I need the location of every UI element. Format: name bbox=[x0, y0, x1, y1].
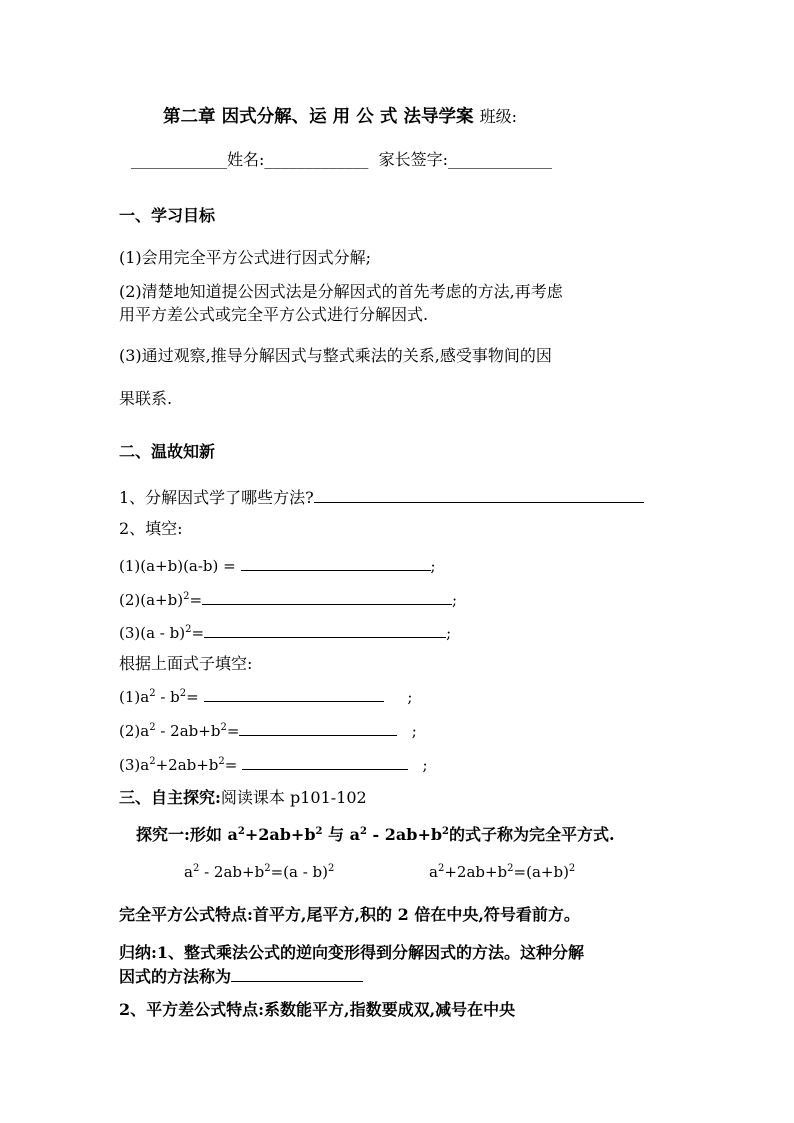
formula-2-c: =(a+b) bbox=[513, 863, 569, 881]
formula-1-exp-1: 2 bbox=[192, 863, 200, 874]
explore-1-part-a: 探究一:形如 a bbox=[136, 825, 238, 844]
formula-2-b: +2ab+b bbox=[444, 863, 508, 881]
fill-2-semicolon: ; bbox=[452, 591, 458, 609]
formula-1-exp-2: 2 bbox=[264, 863, 271, 874]
fill-6-semicolon: ; bbox=[422, 756, 428, 774]
formula-2 bbox=[429, 862, 575, 882]
fill-4-exp-b: 2 bbox=[179, 688, 187, 699]
parent-signature-label: 家长签字: bbox=[378, 150, 448, 169]
fill-6-exp-b: 2 bbox=[218, 756, 225, 767]
fill-4-semicolon: ; bbox=[407, 688, 413, 706]
section-heading-explore-title: 三、自主探究: bbox=[119, 788, 221, 807]
explore-1-exp-3: 2 bbox=[360, 826, 367, 837]
fill-5-a: (2)a bbox=[119, 722, 150, 740]
fill-6-a: (3)a bbox=[119, 756, 150, 774]
difference-of-squares-traits: 2、平方差公式特点:系数能平方,指数要成双,减号在中央 bbox=[119, 1000, 516, 1019]
fill-5-exp-b: 2 bbox=[220, 722, 227, 733]
fill-4-a: (1)a bbox=[119, 688, 150, 706]
name-label: 姓名: bbox=[227, 150, 265, 169]
section-heading-goals: 一、学习目标 bbox=[119, 206, 216, 225]
section-heading-explore bbox=[119, 788, 367, 808]
page-title: 第二章 因式分解、运 用 公 式 法导学案 bbox=[163, 107, 474, 127]
summary-line-2-text: 因式的方法称为 bbox=[119, 967, 232, 986]
fill-4-exp-a: 2 bbox=[149, 688, 156, 699]
perfect-square-traits: 完全平方公式特点:首平方,尾平方,积的 2 倍在中央,符号看前方。 bbox=[119, 905, 580, 924]
class-blank[interactable]: ____________ bbox=[131, 150, 227, 169]
fill-3-blank[interactable] bbox=[204, 622, 446, 638]
fill-prompt: 根据上面式子填空: bbox=[119, 654, 253, 673]
goal-2-line-1: (2)清楚地知道提公因式法是分解因式的首先考虑的方法,再考虑 bbox=[119, 282, 563, 301]
fill-4-equals: = bbox=[186, 688, 199, 706]
fill-4-blank[interactable] bbox=[204, 686, 384, 702]
explore-1-exp-4: 2 bbox=[442, 826, 449, 837]
summary-blank[interactable] bbox=[231, 966, 363, 982]
question-1-text: 1、分解因式学了哪些方法? bbox=[119, 488, 314, 507]
explore-1-part-c: 与 a bbox=[322, 825, 360, 844]
fill-2-expr: (2)(a+b) bbox=[119, 591, 184, 609]
explore-1-part-b: +2ab+b bbox=[244, 825, 316, 844]
section-heading-review: 二、温故知新 bbox=[119, 442, 216, 461]
fill-1 bbox=[119, 555, 436, 576]
explore-1-part-e: 的式子称为完全平方式. bbox=[449, 825, 615, 844]
explore-1-part-d: - 2ab+b bbox=[366, 825, 443, 844]
goal-3-line-1: (3)通过观察,推导分解因式与整式乘法的关系,感受事物间的因 bbox=[119, 346, 552, 365]
goal-1: (1)会用完全平方公式进行因式分解; bbox=[119, 248, 372, 267]
fill-2 bbox=[119, 589, 457, 610]
section-heading-explore-note: 阅读课本 p101-102 bbox=[220, 788, 367, 807]
explore-1-exp-2: 2 bbox=[315, 826, 323, 837]
student-info-row bbox=[131, 150, 552, 170]
explore-1 bbox=[136, 825, 615, 845]
summary-line-2 bbox=[119, 966, 363, 987]
class-label: 班级: bbox=[479, 107, 517, 126]
fill-2-blank[interactable] bbox=[202, 589, 452, 605]
fill-5-exp-a: 2 bbox=[149, 722, 156, 733]
formula-2-exp-3: 2 bbox=[568, 863, 576, 874]
fill-3-expr: (3)(a - b) bbox=[119, 624, 186, 642]
explore-1-exp-1: 2 bbox=[237, 826, 245, 837]
fill-4 bbox=[119, 686, 412, 707]
question-1-blank[interactable] bbox=[314, 487, 644, 503]
formula-1-a: a bbox=[184, 863, 193, 881]
fill-3-exponent: 2 bbox=[185, 624, 192, 635]
fill-3-semicolon: ; bbox=[446, 624, 452, 642]
fill-3 bbox=[119, 622, 451, 643]
fill-5 bbox=[119, 720, 417, 741]
fill-6 bbox=[119, 754, 428, 775]
formula-1-b: - 2ab+b bbox=[199, 863, 265, 881]
fill-1-semicolon: ; bbox=[430, 557, 436, 575]
fill-6-blank[interactable] bbox=[242, 754, 408, 770]
fill-4-b: - b bbox=[155, 688, 180, 706]
parent-signature-blank[interactable]: _____________ bbox=[447, 150, 552, 169]
formula-1-exp-3: 2 bbox=[328, 863, 335, 874]
fill-6-b: +2ab+b bbox=[155, 756, 219, 774]
goal-2-line-2: 用平方差公式或完全平方公式进行分解因式. bbox=[119, 305, 429, 324]
question-1 bbox=[119, 487, 644, 508]
formula-2-exp-2: 2 bbox=[507, 863, 514, 874]
page-title-row bbox=[163, 107, 517, 127]
fill-5-blank[interactable] bbox=[239, 720, 397, 736]
formula-1 bbox=[184, 862, 334, 882]
fill-1-blank[interactable] bbox=[241, 555, 431, 571]
goal-3-line-2: 果联系. bbox=[119, 389, 173, 408]
name-blank[interactable]: _____________ bbox=[264, 150, 369, 169]
fill-3-equals: = bbox=[191, 624, 205, 642]
fill-2-equals: = bbox=[189, 591, 203, 609]
fill-5-semicolon: ; bbox=[411, 722, 417, 740]
fill-2-exponent: 2 bbox=[183, 591, 190, 602]
fill-5-equals: = bbox=[226, 722, 240, 740]
fill-5-b: - 2ab+b bbox=[155, 722, 221, 740]
formula-1-c: =(a - b) bbox=[270, 863, 328, 881]
summary-line-1: 归纳:1、整式乘法公式的逆向变形得到分解因式的方法。这种分解 bbox=[119, 943, 585, 962]
formula-2-exp-1: 2 bbox=[437, 863, 445, 874]
fill-6-exp-a: 2 bbox=[149, 756, 156, 767]
fill-1-expr: (1)(a+b)(a-b) = bbox=[119, 557, 236, 575]
question-2: 2、填空: bbox=[119, 519, 183, 538]
fill-6-equals: = bbox=[224, 756, 238, 774]
formula-2-a: a bbox=[429, 863, 438, 881]
